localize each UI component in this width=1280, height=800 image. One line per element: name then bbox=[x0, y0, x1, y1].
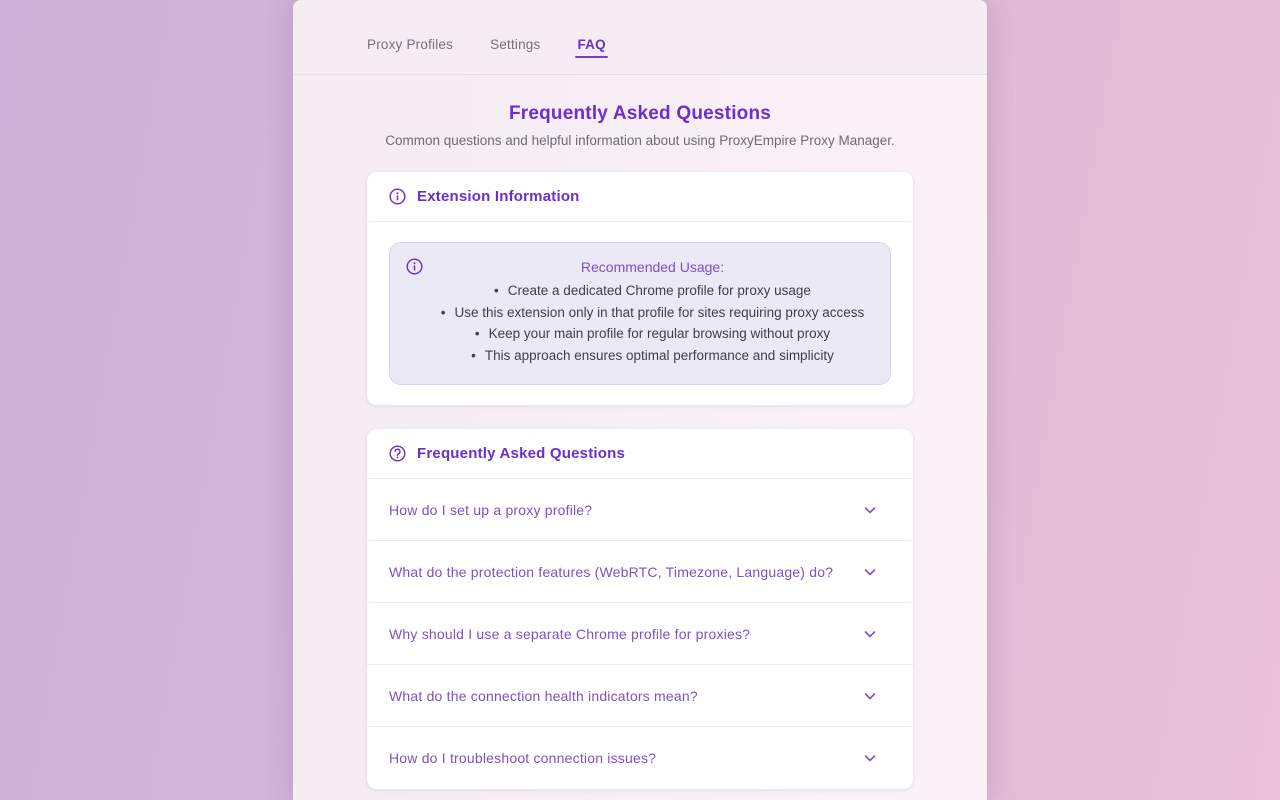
usage-bullet: • This approach ensures optimal performance and simplicity bbox=[433, 345, 872, 367]
faq-card bbox=[367, 429, 913, 789]
faq-card-title: Frequently Asked Questions bbox=[417, 445, 626, 462]
page-subtitle: Common questions and helpful information about using ProxyEmpire Proxy Manager. bbox=[385, 133, 895, 148]
extension-panel bbox=[293, 0, 987, 800]
usage-bullet: • Keep your main profile for regular browsing without proxy bbox=[433, 323, 872, 345]
help-icon bbox=[389, 445, 406, 462]
usage-bullet: • Use this extension only in that profile for sites requiring proxy access bbox=[433, 302, 872, 324]
chevron-down-icon bbox=[863, 565, 877, 579]
recommended-usage-content bbox=[433, 258, 872, 366]
faq-card-header bbox=[367, 429, 913, 479]
tab-bar bbox=[293, 0, 987, 75]
faq-item-separate-profile[interactable] bbox=[367, 603, 913, 665]
usage-bullet: • Create a dedicated Chrome profile for proxy usage bbox=[433, 280, 872, 302]
faq-question: What do the connection health indicators mean? bbox=[389, 687, 698, 704]
chevron-down-icon bbox=[863, 751, 877, 765]
chevron-down-icon bbox=[863, 627, 877, 641]
faq-question: How do I set up a proxy profile? bbox=[389, 501, 593, 518]
faq-item-health-indicators[interactable] bbox=[367, 665, 913, 727]
extension-information-card bbox=[367, 172, 913, 405]
chevron-down-icon bbox=[863, 503, 877, 517]
chevron-down-icon bbox=[863, 689, 877, 703]
faq-item-troubleshoot[interactable] bbox=[367, 727, 913, 789]
extension-information-body bbox=[367, 222, 913, 405]
faq-page bbox=[293, 75, 987, 800]
recommended-usage-title: Recommended Usage: bbox=[580, 259, 725, 275]
faq-item-setup-profile[interactable] bbox=[367, 479, 913, 541]
tab-faq[interactable]: FAQ bbox=[577, 37, 605, 74]
extension-information-title: Extension Information bbox=[417, 188, 580, 205]
info-icon bbox=[389, 188, 406, 205]
recommended-usage-box bbox=[389, 242, 891, 385]
tab-settings[interactable]: Settings bbox=[490, 37, 541, 52]
extension-information-header bbox=[367, 172, 913, 222]
faq-question: Why should I use a separate Chrome profile for proxies? bbox=[389, 625, 751, 642]
tab-proxy-profiles[interactable]: Proxy Profiles bbox=[367, 37, 454, 52]
page-title: Frequently Asked Questions bbox=[508, 103, 772, 124]
info-icon bbox=[406, 258, 423, 275]
recommended-usage-list bbox=[433, 280, 872, 366]
faq-item-protection-features[interactable] bbox=[367, 541, 913, 603]
faq-question: What do the protection features (WebRTC, Timezone, Language) do? bbox=[389, 563, 834, 580]
faq-question: How do I troubleshoot connection issues? bbox=[389, 750, 657, 766]
